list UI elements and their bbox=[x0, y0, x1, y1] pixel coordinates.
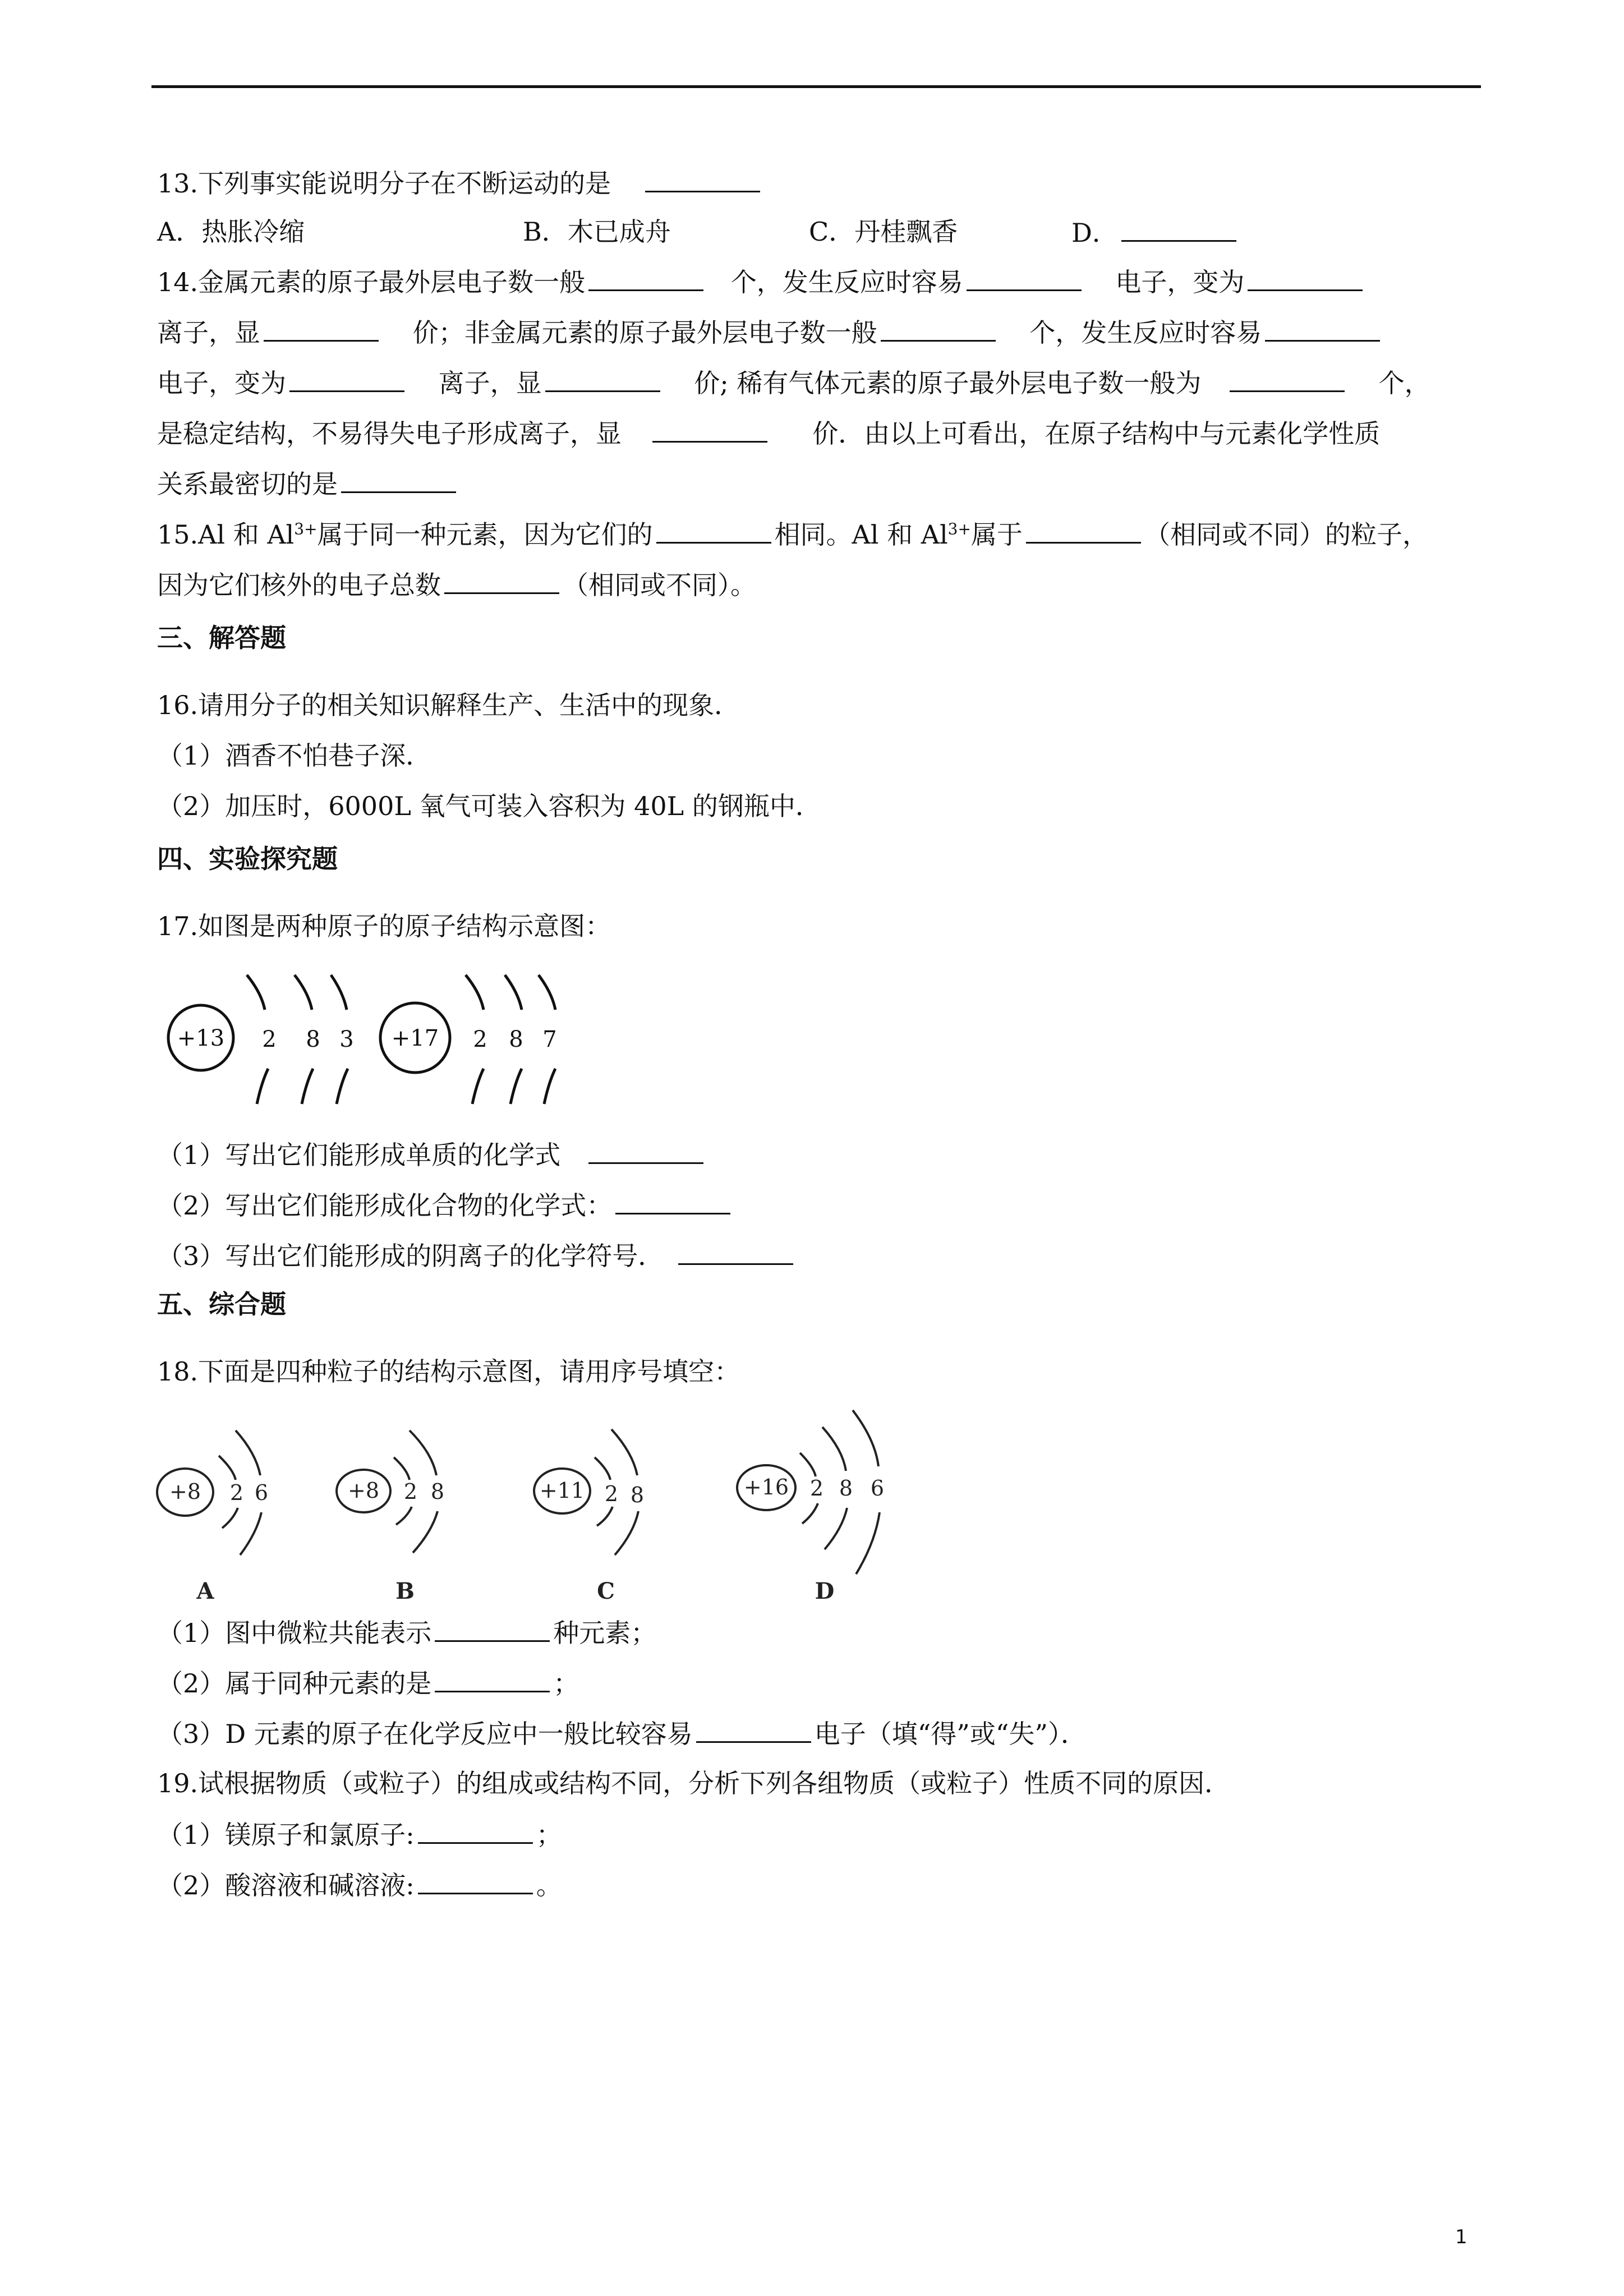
q13-option-d-blank[interactable] bbox=[1121, 215, 1236, 242]
q15-line-1: 15.Al 和 $Al^{3+}$属于同一种元素，因为它们的 相同。Al 和 $Al^{3+}$属于 （相同或不同）的粒子， bbox=[157, 517, 1428, 551]
particle-c-shell-1-count: 2 bbox=[604, 1481, 619, 1506]
q17-part-1: （1）写出它们能形成单质的化学式 bbox=[157, 1138, 707, 1171]
q13-blank[interactable] bbox=[645, 166, 760, 192]
q13-stem: 13.下列事实能说明分子在不断运动的是 bbox=[157, 168, 611, 199]
q18-part-3: （3）D 元素的原子在化学反应中一般比较容易 电子（填“得”或“失”）． bbox=[157, 1717, 1087, 1750]
particle-c-nucleus-label: +11 bbox=[539, 1478, 585, 1503]
particle-d-shell-3-count: 6 bbox=[870, 1476, 885, 1501]
q17-part-2: （2）写出它们能形成化合物的化学式： bbox=[157, 1188, 734, 1222]
atom-al-shell-2-count: 8 bbox=[306, 1027, 320, 1052]
q14-blank-11[interactable] bbox=[341, 467, 456, 493]
q18-part-2: （2）属于同种元素的是 ； bbox=[157, 1666, 579, 1700]
q17-part-3: （3）写出它们能形成的阴离子的化学符号． bbox=[157, 1239, 797, 1272]
section-3-heading: 三、解答题 bbox=[157, 623, 286, 653]
atom-al-shell-3-count: 3 bbox=[339, 1027, 354, 1052]
particle-b-shell-2-count: 8 bbox=[430, 1479, 445, 1504]
q19-blank-1[interactable] bbox=[418, 1818, 533, 1844]
q19-blank-2[interactable] bbox=[418, 1868, 533, 1894]
particle-a-nucleus-label: +8 bbox=[169, 1479, 201, 1504]
q14-blank-10[interactable] bbox=[652, 416, 767, 443]
particle-c-label: C bbox=[597, 1578, 615, 1604]
q16-stem: 16.请用分子的相关知识解释生产、生活中的现象． bbox=[157, 690, 740, 720]
q19-part-2: （2）酸溶液和碱溶液: 。 bbox=[157, 1868, 562, 1902]
section-5-heading: 五、综合题 bbox=[157, 1289, 286, 1319]
q14-blank-4[interactable] bbox=[264, 315, 379, 342]
particle-a-shell-2-count: 6 bbox=[254, 1480, 269, 1505]
q14-blank-3[interactable] bbox=[1248, 265, 1363, 291]
atom-al-nucleus-label: +13 bbox=[177, 1025, 225, 1051]
q18-stem: 18.下面是四种粒子的结构示意图，请用序号填空： bbox=[157, 1356, 740, 1387]
q18-blank-1[interactable] bbox=[435, 1616, 550, 1642]
q15-line-2: 因为它们核外的电子总数 （相同或不同）。 bbox=[157, 568, 756, 601]
q18-part-1: （1）图中微粒共能表示 种元素； bbox=[157, 1616, 656, 1649]
q14-line-5: 关系最密切的是 bbox=[157, 467, 459, 500]
q14-blank-7[interactable] bbox=[289, 366, 404, 392]
q14-line-1: 14.金属元素的原子最外层电子数一般 个，发生反应时容易 电子，变为 bbox=[157, 265, 1366, 298]
q18-blank-3[interactable] bbox=[696, 1717, 811, 1743]
q14-line-3: 电子，变为 离子，显 价; 稀有气体元素的原子最外层电子数一般为 个， bbox=[157, 366, 1430, 399]
particle-d-label: D bbox=[815, 1578, 835, 1604]
atom-cl-shell-3-count: 7 bbox=[542, 1027, 557, 1052]
q17-atom-diagram bbox=[163, 965, 578, 1111]
q17-blank-1[interactable] bbox=[588, 1138, 703, 1164]
q17-stem: 17.如图是两种原子的原子结构示意图： bbox=[157, 911, 611, 941]
q16-part-1: （1）酒香不怕巷子深． bbox=[157, 740, 432, 771]
q14-blank-6[interactable] bbox=[1265, 315, 1380, 342]
q13-option-b: B．木已成舟 bbox=[523, 217, 671, 247]
q18-particle-diagram bbox=[151, 1408, 898, 1610]
atom-cl-shell-1-count: 2 bbox=[473, 1027, 487, 1052]
q17-blank-3[interactable] bbox=[678, 1239, 793, 1265]
q19-stem: 19.试根据物质（或粒子）的组成或结构不同，分析下列各组物质（或粒子）性质不同的原因． bbox=[157, 1768, 1231, 1798]
q13-option-c: C．丹桂飘香 bbox=[809, 217, 958, 247]
particle-d-shell-2-count: 8 bbox=[839, 1476, 853, 1501]
q14-blank-8[interactable] bbox=[545, 366, 660, 392]
particle-b-nucleus-label: +8 bbox=[347, 1478, 380, 1503]
header-rule bbox=[151, 85, 1481, 88]
q14-line-4: 是稳定结构，不易得失电子形成离子，显 价．由以上可看出，在原子结构中与元素化学性质 bbox=[157, 416, 1380, 450]
q15-blank-1[interactable] bbox=[656, 517, 771, 544]
atom-cl-shell-2-count: 8 bbox=[509, 1027, 523, 1052]
particle-d-nucleus-label: +16 bbox=[743, 1475, 789, 1499]
q19-part-1: （1）镁原子和氯原子: ； bbox=[157, 1818, 562, 1851]
q15-blank-2[interactable] bbox=[1026, 517, 1141, 544]
q16-part-2: （2）加压时，6000L 氧气可装入容积为 40L 的钢瓶中． bbox=[157, 791, 821, 821]
page-number: 1 bbox=[1455, 2226, 1467, 2248]
particle-b-label: B bbox=[395, 1578, 415, 1604]
q13-option-a: A．热胀冷缩 bbox=[157, 217, 305, 247]
particle-a-label: A bbox=[196, 1578, 214, 1604]
q14-blank-9[interactable] bbox=[1230, 366, 1345, 392]
q17-blank-2[interactable] bbox=[615, 1188, 730, 1214]
q14-blank-2[interactable] bbox=[967, 265, 1082, 291]
q18-blank-2[interactable] bbox=[435, 1666, 550, 1692]
particle-d-shell-1-count: 2 bbox=[809, 1476, 824, 1501]
particle-a-shell-1-count: 2 bbox=[229, 1480, 244, 1505]
section-4-heading: 四、实验探究题 bbox=[157, 844, 338, 874]
atom-cl-nucleus-label: +17 bbox=[391, 1025, 439, 1051]
atom-al-shell-1-count: 2 bbox=[262, 1027, 277, 1052]
q13-stem-line bbox=[157, 166, 763, 200]
q14-blank-1[interactable] bbox=[588, 265, 703, 291]
particle-b-shell-1-count: 2 bbox=[403, 1479, 418, 1504]
q13-option-d: D． bbox=[1071, 215, 1240, 249]
particle-c-shell-2-count: 8 bbox=[630, 1483, 645, 1507]
q14-blank-5[interactable] bbox=[881, 315, 996, 342]
q14-line-2: 离子，显 价；非金属元素的原子最外层电子数一般 个，发生反应时容易 bbox=[157, 315, 1383, 349]
q15-blank-3[interactable] bbox=[444, 568, 559, 594]
